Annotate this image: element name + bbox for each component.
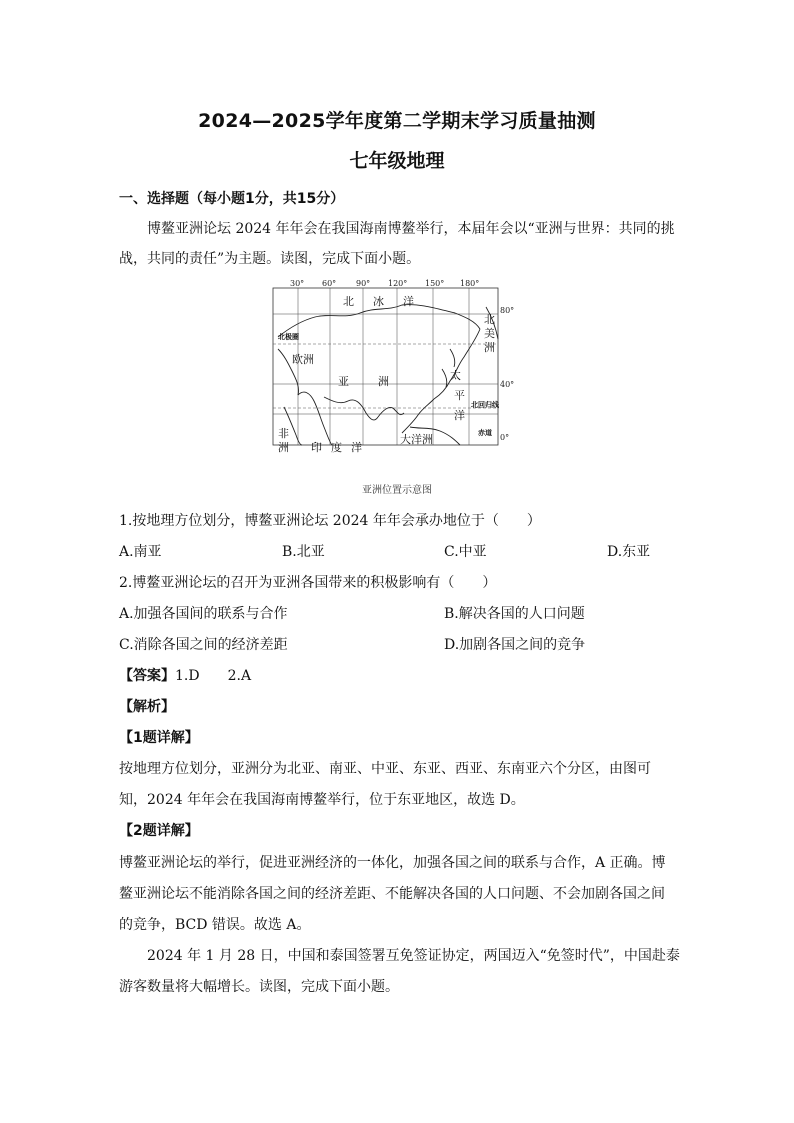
asia-location-map [270,277,526,477]
map-caption: 亚洲位置示意图 [362,485,432,496]
label-pacific-2: 平 [454,389,465,402]
label-oceania: 大洋洲 [400,433,433,446]
q2-option-d: D.加剧各国之间的竞争 [444,637,586,653]
lon-tick-150: 150° [425,279,445,288]
label-arctic-2: 冰 [373,295,384,308]
label-namerica-3: 洲 [484,341,495,354]
intro1-line2: 战，共同的责任”为主题。读图，完成下面小题。 [119,251,421,267]
label-africa-2: 洲 [278,441,289,454]
label-europe: 欧洲 [292,353,314,366]
section-heading: 一、选择题（每小题1分，共15分） [119,191,345,207]
label-tropic: 北回归线 [471,401,499,409]
label-asia-2: 洲 [378,375,389,388]
q2-option-b: B.解决各国的人口问题 [444,606,585,622]
intro2-line2: 游客数量将大幅增长。读图，完成下面小题。 [119,979,399,995]
label-pacific-1: 太 [450,369,461,382]
label-indian-1: 印 [311,441,322,454]
q1-option-c: C.中亚 [444,544,487,560]
q2-option-c: C.消除各国之间的经济差距 [119,637,288,653]
detail2-label: 【2题详解】 [119,823,199,839]
detail1-line2: 知，2024 年年会在我国海南博鳌举行，位于东亚地区，故选 D。 [119,792,525,808]
label-namerica-2: 美 [484,327,495,340]
answer-text: 1.D 2.A [175,668,252,684]
intro1-line1: 博鳌亚洲论坛 2024 年年会在我国海南博鳌举行，本届年会以“亚洲与世界：共同的挑 [147,221,675,237]
label-arctic-1: 北 [343,295,354,308]
q1-option-a: A.南亚 [119,544,162,560]
analysis-label: 【解析】 [119,699,175,715]
exam-subtitle: 七年级地理 [349,150,445,172]
detail1-line1: 按地理方位划分，亚洲分为北亚、南亚、中亚、东亚、西亚、东南亚六个分区，由图可 [119,761,651,777]
label-arctic-circle: 北极圈 [278,333,299,341]
label-indian-3: 洋 [351,441,362,454]
q2-stem: 2.博鳌亚洲论坛的召开为亚洲各国带来的积极影响有（ ） [119,575,497,591]
label-namerica-1: 北 [484,313,495,326]
answer-line [119,665,251,685]
label-arctic-3: 洋 [403,295,414,308]
lon-tick-120: 120° [388,279,408,288]
label-indian-2: 度 [331,441,342,454]
label-equator: 赤道 [478,429,492,437]
detail2-line2: 鳌亚洲论坛不能消除各国之间的经济差距、不能解决各国的人口问题、不会加剧各国之间 [119,886,665,902]
lon-tick-90: 90° [356,279,371,288]
detail2-line1: 博鳌亚洲论坛的举行，促进亚洲经济的一体化，加强各国之间的联系与合作，A 正确。博 [119,855,666,871]
detail2-line3: 的竞争，BCD 错误。故选 A。 [119,917,311,933]
label-asia-1: 亚 [338,375,349,388]
lat-tick-0: 0° [500,433,510,442]
label-pacific-3: 洋 [454,409,465,422]
q1-option-b: B.北亚 [282,544,325,560]
label-africa-1: 非 [278,427,289,440]
q1-option-d: D.东亚 [607,544,651,560]
exam-title: 2024—2025学年度第二学期末学习质量抽测 [198,110,596,132]
intro2-line1: 2024 年 1 月 28 日，中国和泰国签署互免签证协定，两国迈入“免签时代”，中国赴泰 [147,948,680,964]
answer-label: 【答案】 [119,668,175,684]
lon-tick-180: 180° [460,279,480,288]
lon-tick-30: 30° [290,279,305,288]
lat-tick-80: 80° [500,306,515,315]
lat-tick-40: 40° [500,380,515,389]
q1-stem: 1.按地理方位划分，博鳌亚洲论坛 2024 年年会承办地位于（ ） [119,513,541,529]
q2-option-a: A.加强各国间的联系与合作 [119,606,288,622]
detail1-label: 【1题详解】 [119,730,199,746]
lon-tick-60: 60° [322,279,337,288]
